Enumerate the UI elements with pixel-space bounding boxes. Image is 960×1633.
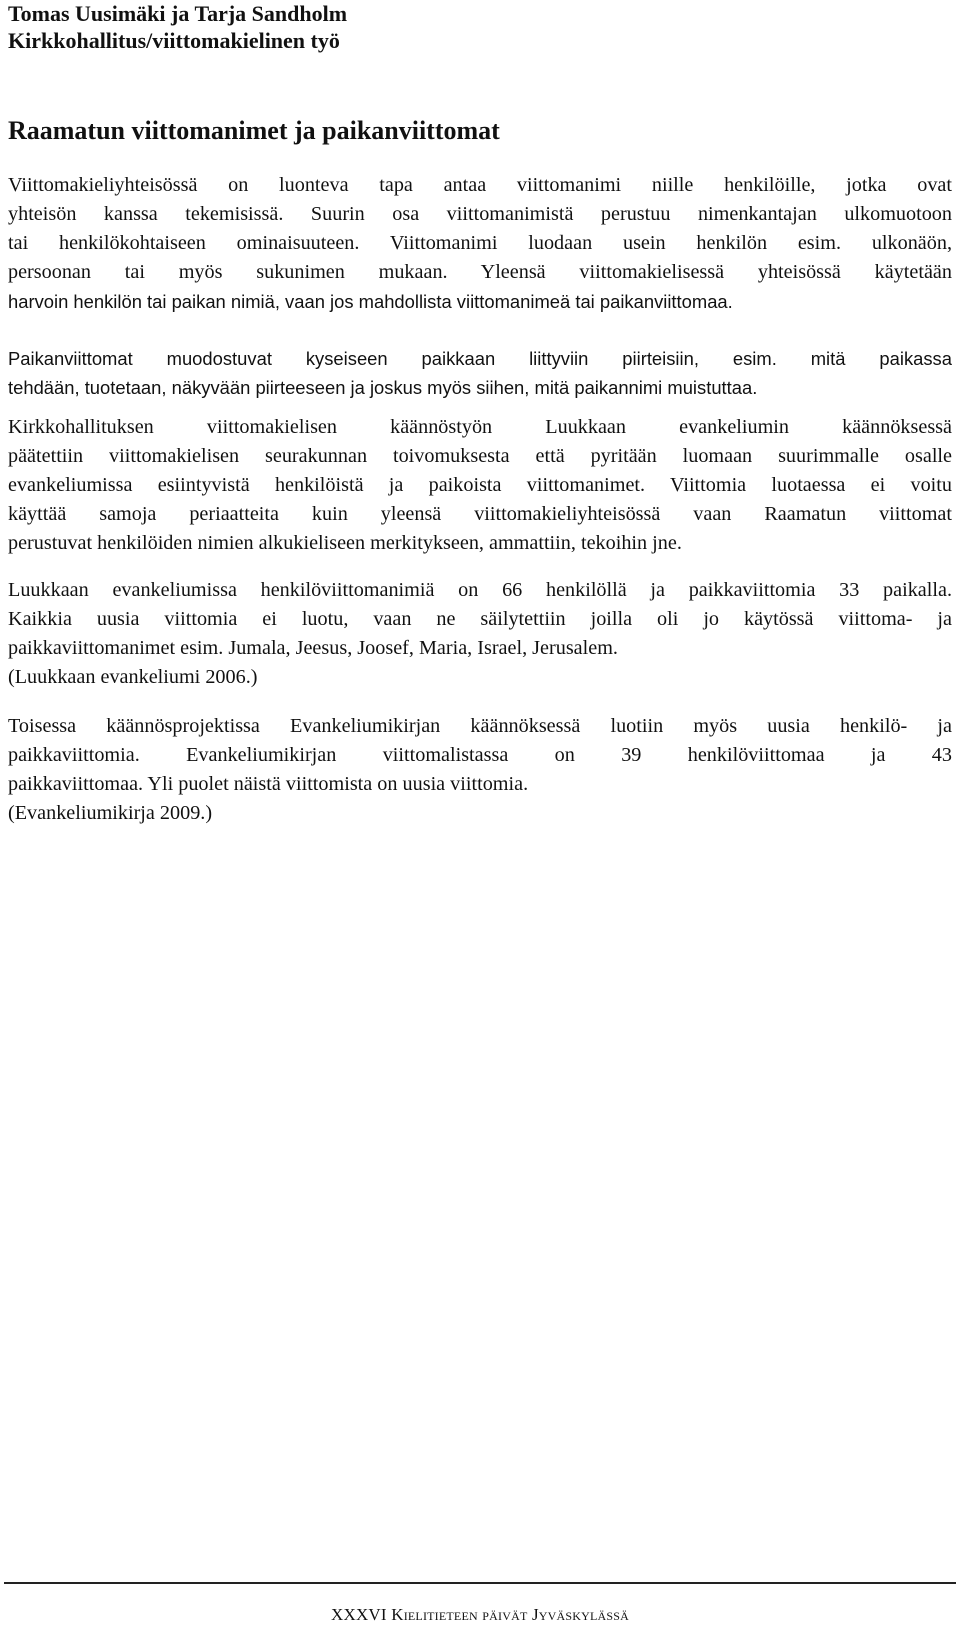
header-affiliation: Kirkkohallitus/viittomakielinen työ	[8, 28, 340, 53]
paragraph-citation: (Evankeliumikirja 2009.)	[8, 802, 213, 824]
footer-text: XXXVI Kielitieteen päivät Jyväskylässä	[331, 1605, 629, 1624]
page-title: Raamatun viittomanimet ja paikanviittomat	[8, 116, 500, 145]
paragraph-intro	[8, 171, 952, 316]
footer-divider	[4, 1582, 956, 1584]
paragraph-line: evankeliumissa esiintyvistä henkilöistä ja paikoista viittomanimet. Viittomia luotaessa ei voitu	[8, 474, 952, 496]
paragraph-line: Paikanviittomat muodostuvat kyseiseen paikkaan liittyviin piirteisiin, esim. mitä paikassa	[8, 348, 952, 369]
paragraph-line: Kaikkia uusia viittomia ei luotu, vaan ne säilytettiin joilla oli jo käytössä viittoma- ja	[8, 608, 952, 630]
paragraph-line: Kirkkohallituksen viittomakielisen käännöstyön Luukkaan evankeliumin käännöksessä	[8, 416, 952, 438]
paragraph-line: Viittomakieliyhteisössä on luonteva tapa antaa viittomanimi niille henkilöille, jotka ovat	[8, 174, 952, 196]
paragraph-gospel-book	[8, 712, 952, 828]
paragraph-line: Toisessa käännösprojektissa Evankeliumikirjan käännöksessä luotiin myös uusia henkilö- ja	[8, 715, 952, 737]
document-header	[8, 0, 347, 54]
paragraph-citation: (Luukkaan evankeliumi 2006.)	[8, 666, 258, 688]
paragraph-line: käyttää samoja periaatteita kuin yleensä viittomakieliyhteisössä vaan Raamatun viittomat	[8, 503, 952, 525]
paragraph-luke-counts	[8, 576, 952, 692]
paragraph-line: paikkaviittomaa. Yli puolet näistä viittomista on uusia viittomia.	[8, 773, 529, 795]
page-footer	[0, 1604, 960, 1626]
paragraph-line: tai henkilökohtaiseen ominaisuuteen. Viittomanimi luodaan usein henkilön esim. ulkonäön,	[8, 232, 952, 254]
paragraph-line: perustuvat henkilöiden nimien alkukieliseen merkitykseen, ammattiin, tekoihin jne.	[8, 532, 682, 554]
paragraph-translation-work	[8, 413, 952, 558]
paragraph-line: Luukkaan evankeliumissa henkilöviittomanimiä on 66 henkilöllä ja paikkaviittomia 33 paikalla.	[8, 579, 952, 601]
paragraph-line: yhteisön kanssa tekemisissä. Suurin osa viittomanimistä perustuu nimenkantajan ulkomuotoon	[8, 203, 952, 225]
header-authors: Tomas Uusimäki ja Tarja Sandholm	[8, 1, 348, 26]
paragraph-line: tehdään, tuotetaan, näkyvään piirteeseen ja joskus myös siihen, mitä paikannimi muistuttaa.	[8, 377, 758, 398]
paragraph-line: harvoin henkilön tai paikan nimiä, vaan jos mahdollista viittomanimeä tai paikanviittomaa.	[8, 291, 733, 312]
paragraph-place-signs	[8, 344, 952, 402]
paragraph-line: paikkaviittomia. Evankeliumikirjan viittomalistassa on 39 henkilöviittomaa ja 43	[8, 744, 952, 766]
paragraph-line: päätettiin viittomakielisen seurakunnan toivomuksesta että pyritään luomaan suurimmalle osalle	[8, 445, 952, 467]
paragraph-line: paikkaviittomanimet esim. Jumala, Jeesus, Joosef, Maria, Israel, Jerusalem.	[8, 637, 618, 659]
paragraph-line: persoonan tai myös sukunimen mukaan. Yleensä viittomakielisessä yhteisössä käytetään	[8, 261, 952, 283]
